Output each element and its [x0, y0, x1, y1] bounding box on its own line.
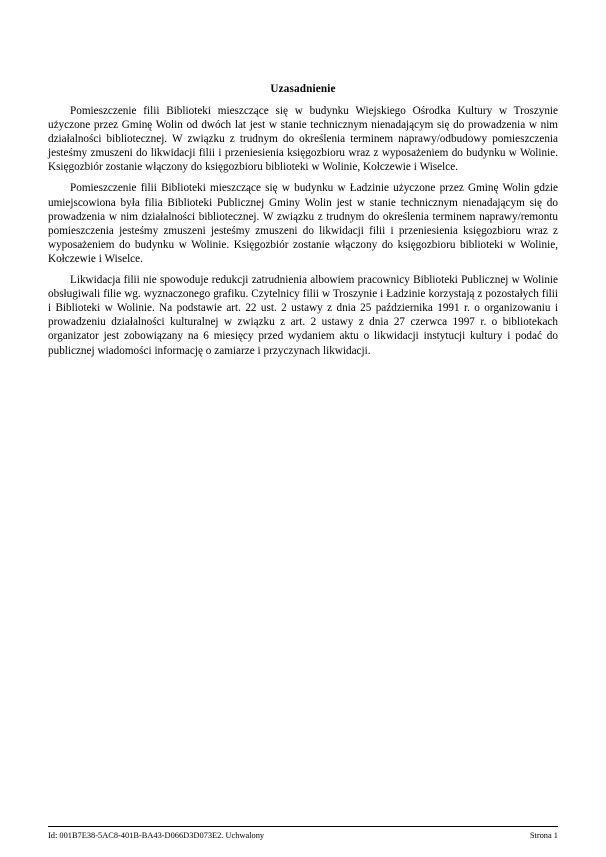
document-id-label: Id: 001B7E38-5AC8-401B-BA43-D066D3D073E2. Uchwalony: [48, 831, 265, 840]
paragraph: Pomieszczenie filii Biblioteki mieszczące się w budynku w Ładzinie użyczone przez Gminę Wolin gdzie umiejscowiona była filia Biblioteki Publicznej Gminy Wolin jest w stanie technicznym nienadającym się do prowadzenia w nim działalności bibliotecznej. W związku z trudnym do określenia terminem naprawy/remontu pomieszczenia jesteśmy zmuszeni jesteśmy zmuszeni do likwidacji filii i przeniesienia księgozbioru wraz z wyposażeniem do budynku w Wolinie. Księgozbiór zostanie włączony do księgozbioru biblioteki w Wolinie, Kołczewie i Wiselce.: [48, 182, 558, 265]
paragraph: Likwidacja filii nie spowoduje redukcji zatrudnienia albowiem pracownicy Biblioteki Publicznej w Wolinie obsługiwali filie wg. wyznaczonego grafiku. Czytelnicy filii w Troszynie i Ładzinie korzystają z pozostałych filii i Biblioteki w Wolinie. Na podstawie art. 22 ust. 2 ustawy z dnia 25 października 1991 r. o organizowaniu i prowadzeniu działalności kulturalnej w związku z art. 2 ustawy z dnia 27 czerwca 1997 r. o bibliotekach organizator jest zobowiązany na 6 miesięcy przed wydaniem aktu o likwidacji instytucji kultury i podać do publicznej wiadomości informację o zamiarze i przyczynach likwidacji.: [48, 274, 558, 357]
page-footer: [48, 826, 558, 841]
page-number-label: Strona 1: [529, 831, 558, 840]
document-body: [48, 82, 558, 358]
paragraph: Pomieszczenie filii Biblioteki mieszczące się w budynku Wiejskiego Ośrodka Kultury w Troszynie użyczone przez Gminę Wolin od dwóch lat jest w stanie technicznym nienadającym się do prowadzenia w nim działalności bibliotecznej. W związku z trudnym do określenia terminem naprawy/odbudowy pomieszczenia jesteśmy zmuszeni do likwidacji filii i przeniesienia księgozbioru wraz z wyposażeniem do budynku w Wolinie. Księgozbiór zostanie włączony do księgozbioru biblioteki w Wolinie, Kołczewie i Wiselce.: [48, 105, 558, 174]
page-title: Uzasadnienie: [270, 83, 336, 95]
